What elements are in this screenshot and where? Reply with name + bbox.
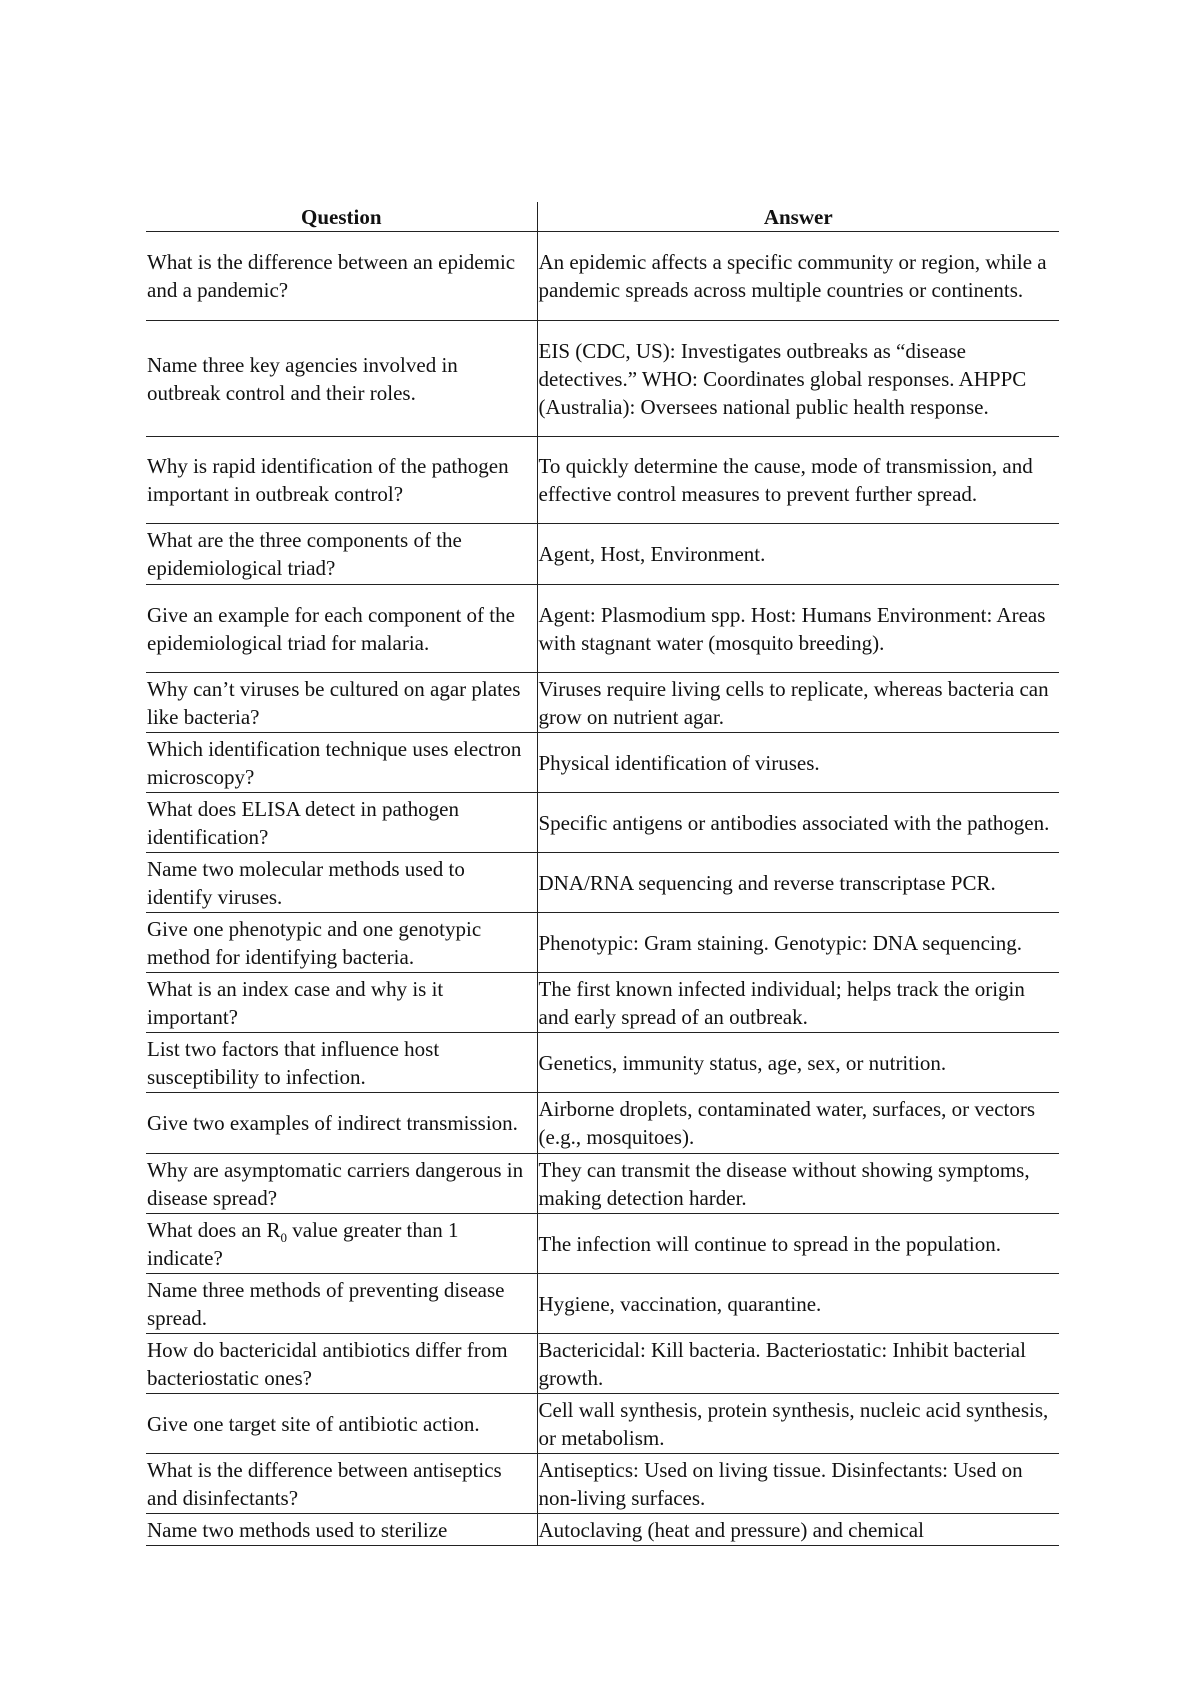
table-row: [146, 585, 1059, 673]
answer-cell: To quickly determine the cause, mode of transmission, and effective control measures to prevent further spread.: [537, 437, 1059, 524]
answer-cell: Antiseptics: Used on living tissue. Disinfectants: Used on non-living surfaces.: [537, 1454, 1059, 1514]
answer-cell: Agent, Host, Environment.: [537, 524, 1059, 585]
question-cell: What is the difference between an epidemic and a pandemic?: [146, 232, 537, 321]
table-header-row: [146, 202, 1059, 232]
table-row: [146, 793, 1059, 853]
r-naught-subscript: 0: [280, 1229, 288, 1245]
question-column-header: Question: [146, 202, 537, 232]
answer-cell: Cell wall synthesis, protein synthesis, nucleic acid synthesis, or metabolism.: [537, 1394, 1059, 1454]
answer-cell: DNA/RNA sequencing and reverse transcriptase PCR.: [537, 853, 1059, 913]
table-row: [146, 1334, 1059, 1394]
question-cell: Give one phenotypic and one genotypic method for identifying bacteria.: [146, 913, 537, 973]
table-row: [146, 524, 1059, 585]
table-row: [146, 321, 1059, 437]
table-row: [146, 1154, 1059, 1214]
question-cell: [146, 1214, 537, 1274]
table-row: [146, 437, 1059, 524]
table-row: [146, 673, 1059, 733]
question-cell: Give one target site of antibiotic action.: [146, 1394, 537, 1454]
table-row: [146, 1033, 1059, 1093]
table-row: [146, 1093, 1059, 1154]
answer-column-header: Answer: [537, 202, 1059, 232]
answer-cell: Phenotypic: Gram staining. Genotypic: DNA sequencing.: [537, 913, 1059, 973]
answer-cell: Autoclaving (heat and pressure) and chemical: [537, 1514, 1059, 1546]
answer-cell: Genetics, immunity status, age, sex, or nutrition.: [537, 1033, 1059, 1093]
answer-cell: Agent: Plasmodium spp. Host: Humans Environment: Areas with stagnant water (mosquito breeding).: [537, 585, 1059, 673]
qa-table: [146, 202, 1059, 1546]
question-cell: Which identification technique uses electron microscopy?: [146, 733, 537, 793]
question-cell: What is an index case and why is it important?: [146, 973, 537, 1033]
question-cell: How do bactericidal antibiotics differ from bacteriostatic ones?: [146, 1334, 537, 1394]
answer-cell: Viruses require living cells to replicate, whereas bacteria can grow on nutrient agar.: [537, 673, 1059, 733]
table-row: [146, 1274, 1059, 1334]
question-text-pre: What does an R: [147, 1217, 281, 1242]
table-row: [146, 1214, 1059, 1274]
answer-cell: An epidemic affects a specific community or region, while a pandemic spreads across multiple countries or continents.: [537, 232, 1059, 321]
question-cell: Name two methods used to sterilize: [146, 1514, 537, 1546]
question-cell: Name three key agencies involved in outbreak control and their roles.: [146, 321, 537, 437]
table-row: [146, 853, 1059, 913]
question-text-post: value greater than 1 indicate?: [147, 1217, 459, 1270]
question-cell: Name three methods of preventing disease spread.: [146, 1274, 537, 1334]
question-cell: Give an example for each component of the epidemiological triad for malaria.: [146, 585, 537, 673]
answer-cell: The infection will continue to spread in the population.: [537, 1214, 1059, 1274]
answer-cell: They can transmit the disease without showing symptoms, making detection harder.: [537, 1154, 1059, 1214]
question-cell: What are the three components of the epidemiological triad?: [146, 524, 537, 585]
table-row: [146, 1514, 1059, 1546]
answer-cell: Bactericidal: Kill bacteria. Bacteriostatic: Inhibit bacterial growth.: [537, 1334, 1059, 1394]
question-cell: What is the difference between antiseptics and disinfectants?: [146, 1454, 537, 1514]
table-row: [146, 913, 1059, 973]
answer-cell: The first known infected individual; helps track the origin and early spread of an outbreak.: [537, 973, 1059, 1033]
table-row: [146, 1394, 1059, 1454]
table-row: [146, 733, 1059, 793]
table-row: [146, 1454, 1059, 1514]
question-cell: Give two examples of indirect transmission.: [146, 1093, 537, 1154]
table-row: [146, 973, 1059, 1033]
question-cell: Why are asymptomatic carriers dangerous in disease spread?: [146, 1154, 537, 1214]
answer-cell: EIS (CDC, US): Investigates outbreaks as “disease detectives.” WHO: Coordinates global responses. AHPPC (Australia): Oversees national public health response.: [537, 321, 1059, 437]
answer-cell: Airborne droplets, contaminated water, surfaces, or vectors (e.g., mosquitoes).: [537, 1093, 1059, 1154]
answer-cell: Physical identification of viruses.: [537, 733, 1059, 793]
question-cell: List two factors that influence host susceptibility to infection.: [146, 1033, 537, 1093]
table-row: [146, 232, 1059, 321]
question-cell: What does ELISA detect in pathogen identification?: [146, 793, 537, 853]
answer-cell: Hygiene, vaccination, quarantine.: [537, 1274, 1059, 1334]
question-cell: Why is rapid identification of the pathogen important in outbreak control?: [146, 437, 537, 524]
question-cell: Name two molecular methods used to identify viruses.: [146, 853, 537, 913]
answer-cell: Specific antigens or antibodies associated with the pathogen.: [537, 793, 1059, 853]
question-cell: Why can’t viruses be cultured on agar plates like bacteria?: [146, 673, 537, 733]
